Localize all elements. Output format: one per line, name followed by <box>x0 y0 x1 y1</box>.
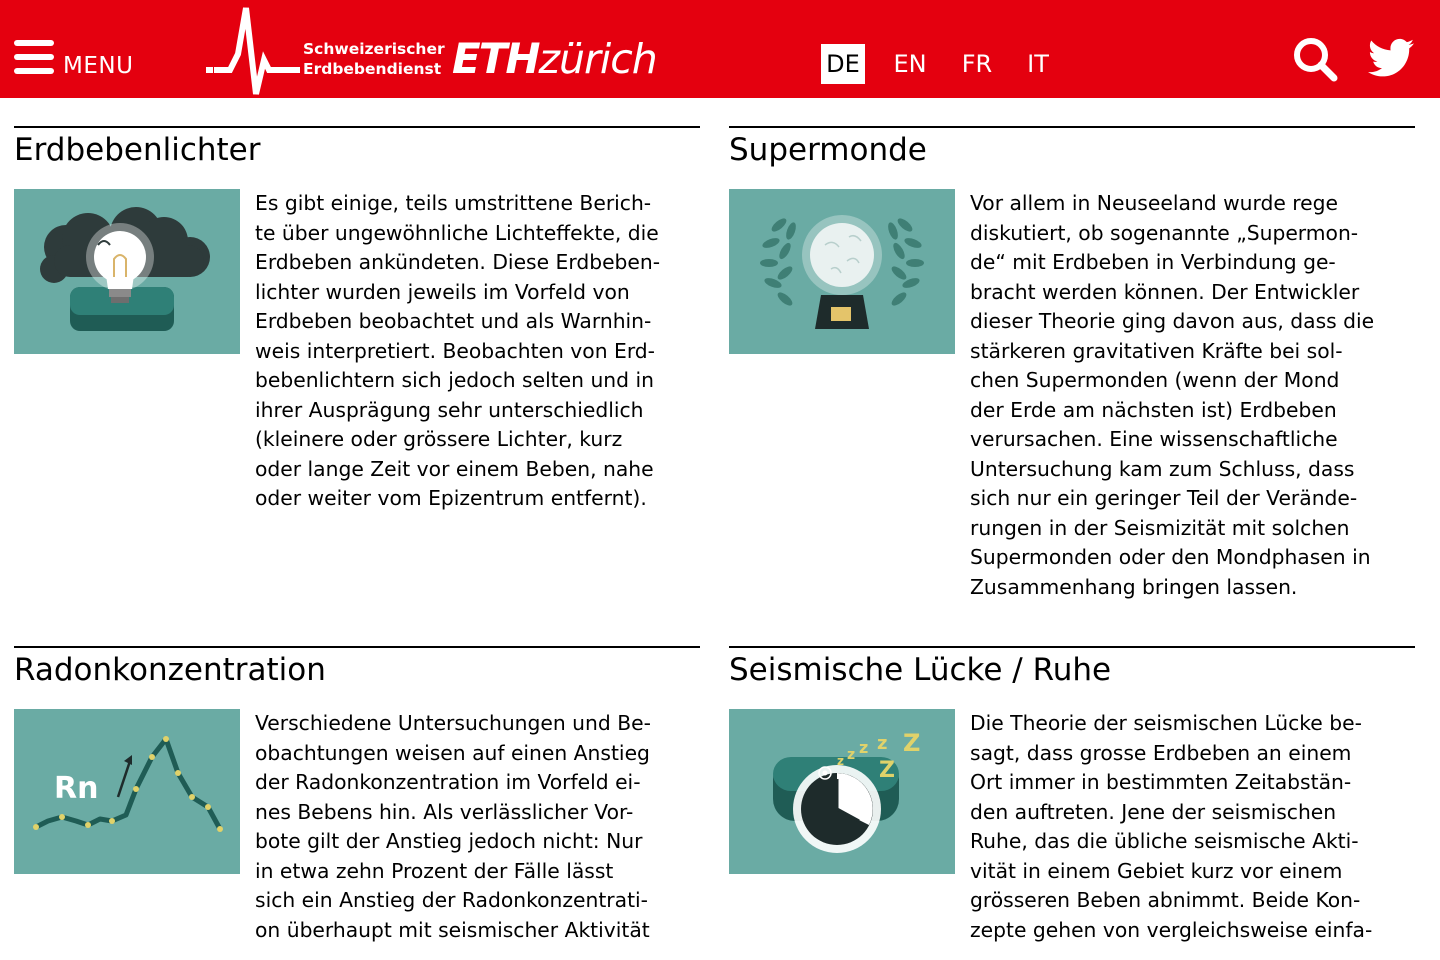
sleep-z-letter: z <box>859 738 869 757</box>
text-line: nes Bebens hin. Als verlässlicher Vor- <box>255 799 634 824</box>
text-line: obachtungen weisen auf einen Anstieg <box>255 740 650 765</box>
text-line: te über ungewöhnliche Lichteffekte, die <box>255 220 659 245</box>
sleep-z-letter: z <box>837 754 844 768</box>
text-line: lichter wurden jeweils im Vorfeld von <box>255 279 630 304</box>
sleep-z-letter: z <box>877 733 888 754</box>
text-line: bebenlichtern sich jedoch selten und in <box>255 368 654 392</box>
menu-icon[interactable] <box>14 40 54 74</box>
org-name-line1: Schweizerischer <box>303 40 445 58</box>
card-title: Radonkonzentration <box>14 652 326 688</box>
card-supermonde <box>729 126 1415 626</box>
card-title: Erdbebenlichter <box>14 132 261 168</box>
text-line: bote gilt der Anstieg jedoch nicht: Nur <box>255 829 643 853</box>
text-line: dieser Theorie ging davon aus, dass die <box>970 309 1375 333</box>
text-line: sich ein Anstieg der Radonkonzentrati- <box>255 888 648 912</box>
text-line: Vor allem in Neuseeland wurde rege <box>970 191 1339 215</box>
card-text <box>970 709 1418 945</box>
card-title: Seismische Lücke / Ruhe <box>729 652 1112 688</box>
search-icon[interactable] <box>1292 36 1338 82</box>
sleeping-clock-icon <box>729 709 955 874</box>
sleep-z-letter: Z <box>903 729 921 757</box>
text-line: sich nur ein geringer Teil der Verände- <box>970 486 1358 510</box>
text-line: oder lange Zeit vor einem Beben, nahe <box>255 456 654 481</box>
text-line: weis interpretiert. Beobachten von Erd- <box>255 338 655 363</box>
card-title: Supermonde <box>729 132 927 168</box>
section-divider <box>729 646 1415 648</box>
text-line: Untersuchung kam zum Schluss, dass <box>970 456 1355 481</box>
text-line: vität in einem Gebiet kurz vor einem <box>970 858 1343 883</box>
radon-graph-icon <box>14 709 240 874</box>
text-line: diskutiert, ob sogenannte „Supermon- <box>970 220 1359 245</box>
text-line: Zusammenhang bringen lassen. <box>970 574 1298 599</box>
lang-it[interactable]: IT <box>1027 50 1049 78</box>
card-text <box>255 709 703 945</box>
text-line: Erdbeben ankündeten. Diese Erdbeben- <box>255 250 661 274</box>
moon-laurel-icon <box>729 189 955 354</box>
text-line: chen Supermonden (wenn der Mond <box>970 368 1340 392</box>
site-header <box>0 0 1440 98</box>
section-divider <box>729 126 1415 128</box>
text-line: Verschiedene Untersuchungen und Be- <box>255 711 651 735</box>
text-line: on überhaupt mit seismischer Aktivität <box>255 917 650 942</box>
card-erdbebenlichter <box>14 126 700 526</box>
menu-label: MENU <box>63 53 134 79</box>
text-line: Es gibt einige, teils umstrittene Berich- <box>255 191 652 215</box>
card-text <box>255 189 703 514</box>
section-divider <box>14 126 700 128</box>
text-line: stärkeren gravitativen Kräfte bei sol- <box>970 338 1343 363</box>
text-line: bracht werden können. Der Entwickler <box>970 279 1360 304</box>
text-line: den auftreten. Jene der seismischen <box>970 799 1337 824</box>
text-line: Erdbeben beobachtet und als Warnhin- <box>255 309 652 333</box>
text-line: zepte gehen von vergleichsweise einfa- <box>970 917 1373 942</box>
lang-fr[interactable]: FR <box>961 50 993 78</box>
text-line: grösseren Beben abnimmt. Beide Kon- <box>970 888 1361 912</box>
text-line: ihrer Ausprägung sehr unterschiedlich <box>255 397 644 422</box>
text-line: rungen in der Seismizität mit solchen <box>970 515 1350 540</box>
lang-en[interactable]: EN <box>893 50 927 78</box>
card-image <box>14 189 240 354</box>
eth-logo-part1: ETH <box>452 34 539 83</box>
sed-logo[interactable] <box>204 6 444 98</box>
text-line: Ort immer in bestimmten Zeitabstän- <box>970 770 1352 794</box>
card-radonkonzentration <box>14 646 700 960</box>
section-divider <box>14 646 700 648</box>
lightbulb-cloud-icon <box>14 189 240 354</box>
text-line: Supermonden oder den Mondphasen in <box>970 545 1371 569</box>
eth-logo-part2: zürich <box>538 35 657 83</box>
text-line: oder weiter vom Epizentrum entfernt). <box>255 486 647 510</box>
card-image <box>14 709 240 874</box>
card-image <box>729 189 955 354</box>
org-name-line2: Erdbebendienst <box>303 60 442 78</box>
text-line: Ruhe, das die übliche seismische Akti- <box>970 829 1359 853</box>
text-line: Die Theorie der seismischen Lücke be- <box>970 711 1362 735</box>
text-line: der Erde am nächsten ist) Erdbeben <box>970 397 1337 422</box>
text-line: der Radonkonzentration im Vorfeld ei- <box>255 770 641 794</box>
text-line: sagt, dass grosse Erdbeben an einem <box>970 740 1352 765</box>
twitter-icon[interactable] <box>1368 38 1414 78</box>
sleep-z-letter: z <box>847 747 856 763</box>
sleep-z-letter: Z <box>879 758 895 783</box>
eth-zurich-logo[interactable] <box>452 34 657 84</box>
text-line: (kleinere oder grössere Lichter, kurz <box>255 427 623 451</box>
seismograph-logo-icon <box>204 6 304 98</box>
card-seismische-luecke <box>729 646 1415 960</box>
radon-symbol: Rn <box>54 771 99 806</box>
text-line: verursachen. Eine wissenschaftliche <box>970 427 1338 451</box>
lang-de[interactable]: DE <box>821 44 865 84</box>
text-line: in etwa zehn Prozent der Fälle lässt <box>255 858 614 883</box>
card-text <box>970 189 1418 602</box>
card-image <box>729 709 955 874</box>
text-line: de“ mit Erdbeben in Verbindung ge- <box>970 250 1336 274</box>
